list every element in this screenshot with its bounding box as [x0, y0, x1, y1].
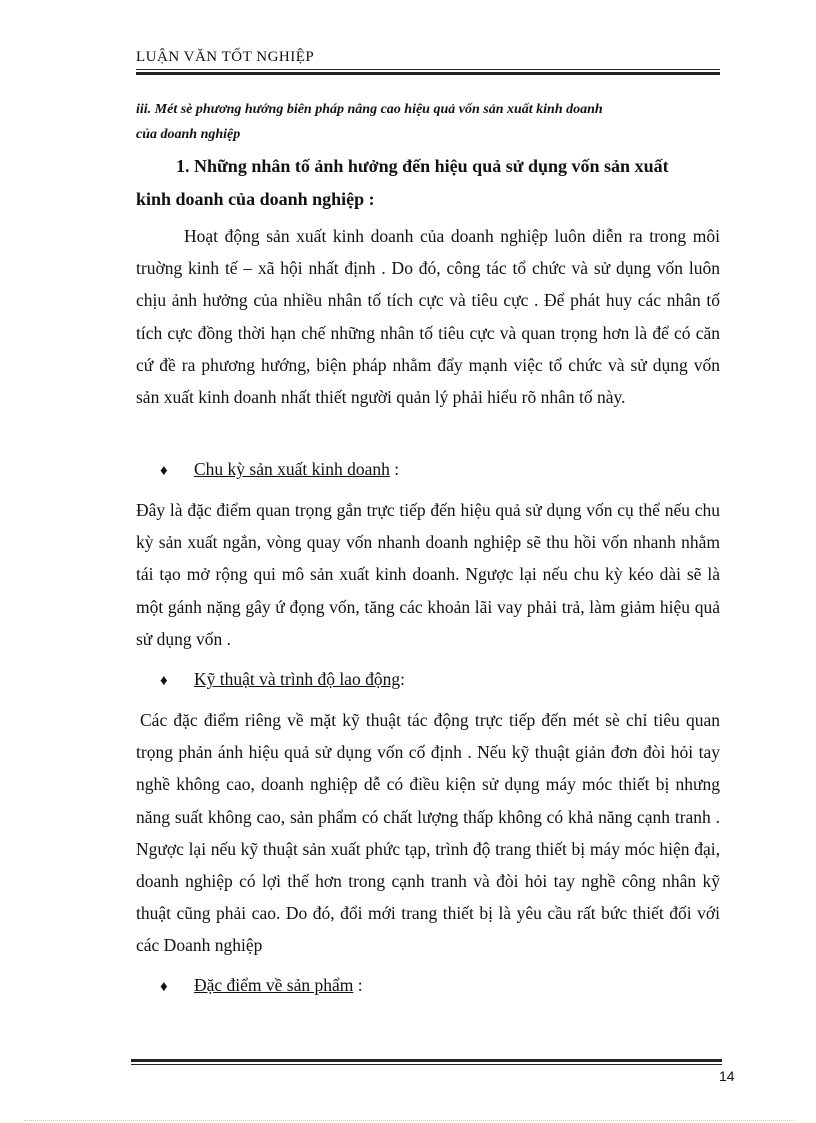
page-bottom-edge	[24, 1120, 794, 1121]
bullet-cycle-label: Chu kỳ sản xuất kinh doanh	[194, 459, 390, 479]
bullet-cycle	[160, 459, 399, 480]
header-rule-thin	[136, 69, 720, 70]
bullet-product-suffix: :	[353, 975, 363, 995]
diamond-bullet-icon: ♦	[160, 979, 168, 995]
bullet-technique	[160, 669, 405, 690]
diamond-bullet-icon: ♦	[160, 463, 168, 479]
subsection-heading	[136, 150, 720, 216]
section-numeral: iii	[136, 102, 148, 117]
bullet-technique-suffix: :	[400, 669, 405, 689]
cycle-text: Đây là đặc điểm quan trọng gắn trực tiếp đến hiệu quả sử dụng vốn cụ thể nếu chu kỳ sản xuất ngắn, vòng quay vốn nhanh doanh nghiệp sẽ thu hồi vốn nhanh nhằm tái tạo mở rộng qui mô sản xuất kinh doanh. Ngược lại nếu chu kỳ kéo dài sẽ là một gánh nặng gây ứ đọng vốn, tăng các khoản lãi vay phải trả, làm giảm hiệu quả sử dụng vốn .	[136, 500, 720, 649]
bullet-technique-label: Kỹ thuật và trình độ lao động	[194, 669, 401, 689]
diamond-bullet-icon: ♦	[160, 673, 168, 689]
intro-paragraph	[136, 220, 720, 413]
bullet-product-label: Đặc điểm về sản phẩm	[194, 975, 354, 995]
bullet-product	[160, 975, 363, 996]
technique-paragraph	[136, 704, 720, 962]
subsection-title-cont: kinh doanh của doanh nghiệp :	[136, 189, 375, 209]
page-number: 14	[719, 1068, 735, 1084]
subsection-title: 1. Những nhân tố ảnh hưởng đến hiệu quả sử dụng vốn sản xuất	[176, 156, 669, 176]
header-rule-thick	[136, 72, 720, 75]
section-title: . Mét sè phương hướng biên pháp nâng cao hiệu quả vốn sản xuất kinh doanh	[147, 102, 603, 117]
footer-rule-thin	[131, 1064, 722, 1065]
technique-text: Các đặc điểm riêng về mặt kỹ thuật tác động trực tiếp đến mét sè chỉ tiêu quan trọng phản ánh hiệu quả sử dụng vốn cố định . Nếu kỹ thuật giản đơn đòi hỏi tay nghề không cao, doanh nghiệp dễ có điều kiện sử dụng máy móc thiết bị nhưng năng suất không cao, sản phẩm có chất lượng thấp không có khả năng cạnh tranh . Ngược lại nếu kỹ thuật sản xuất phức tạp, trình độ trang thiết bị máy móc hiện đại, doanh nghiệp có lợi thế hơn trong cạnh tranh và đòi hỏi tay nghề công nhân kỹ thuật cũng phải cao. Do đó, đổi mới trang thiết bị là yêu cầu rất bức thiết đối với các Doanh nghiệp	[136, 710, 720, 956]
bullet-cycle-suffix: :	[389, 459, 400, 479]
section-heading	[136, 97, 720, 147]
running-header: LUẬN VĂN TỐT NGHIỆP	[136, 49, 315, 65]
section-title-cont: của doanh nghiệp	[136, 127, 241, 142]
footer-rule-thick	[131, 1059, 722, 1062]
intro-text: Hoạt động sản xuất kinh doanh của doanh nghiệp luôn diễn ra trong môi truờng kinh tế – xã hội nhất định . Do đó, công tác tổ chức và sử dụng vốn luôn chịu ảnh hưởng của nhiều nhân tố tích cực và tiêu cực . Để phát huy các nhân tố tích cực đồng thời hạn chế những nhân tố tiêu cực và quan trọng hơn là để có căn cứ đề ra phương hướng, biện pháp nhằm đẩy mạnh việc tổ chức và sử dụng vốn sản xuất kinh doanh nhất thiết người quản lý phải hiểu rõ nhân tố này.	[136, 226, 720, 408]
cycle-paragraph	[136, 494, 720, 655]
